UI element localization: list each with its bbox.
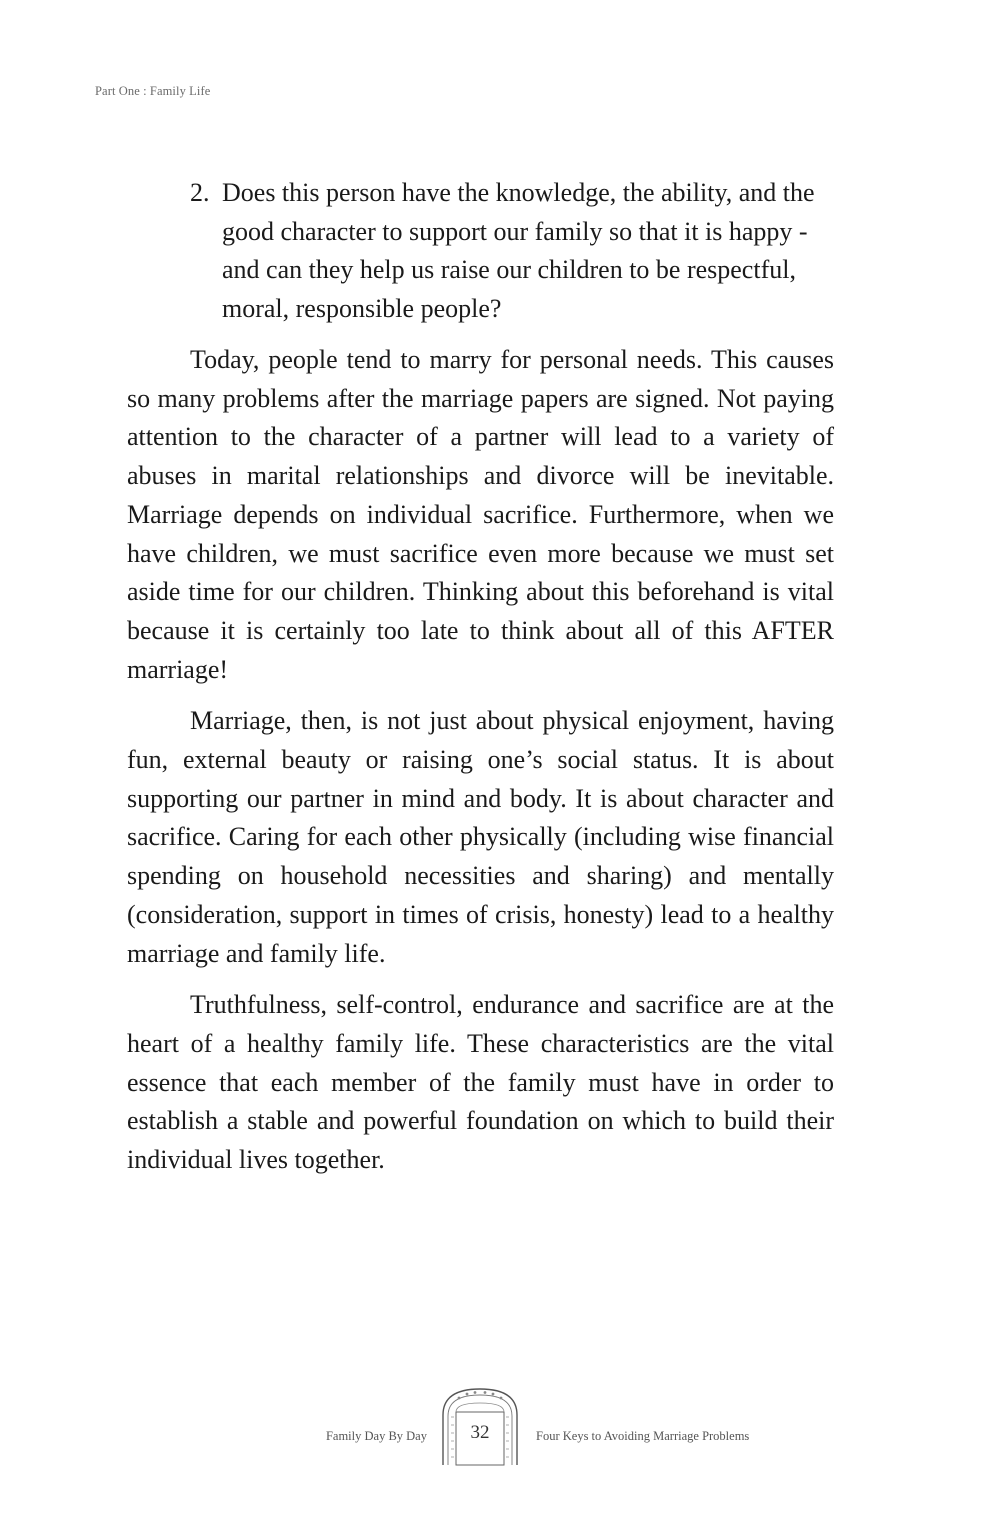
list-item-text: Does this person have the knowledge, the ability, and the good character to support our family so that it is happy - and can they help us raise our children to be respectful, moral, responsible people? [222,178,815,323]
paragraph: Marriage, then, is not just about physical enjoyment, having fun, external beauty or raising one’s social status. It is about supporting our partner in mind and body. It is about character and sacrifice. Caring for each other physically (including wise financial spending on household necessities and sharing) and mentally (consideration, support in times of crisis, honesty) lead to a healthy marriage and family life. [127,706,834,968]
footer-book-title: Family Day By Day [325,1429,427,1443]
page-footer [0,1385,1000,1470]
numbered-list-item [127,174,834,328]
list-item-number: 2. [190,178,210,207]
page-number: 32 [470,1422,490,1443]
footer-chapter-title: Four Keys to Avoiding Marriage Problems [536,1429,750,1443]
running-head: Part One : Family Life [95,84,211,98]
paragraph: Today, people tend to marry for personal needs. This causes so many problems after the marriage papers are signed. Not paying attention to the character of a partner will lead to a variety of abuses in marital relationships and divorce will be inevitable. Marriage depends on individual sacrifice. Furthermore, when we have children, we must sacrifice even more because we must set aside time for our children. Thinking about this beforehand is vital because it is certainly too late to think about all of this AFTER marriage! [127,345,834,684]
paragraph: Truthfulness, self-control, endurance and sacrifice are at the heart of a healthy family life. These characteristics are the vital essence that each member of the family must have in order to establish a stable and powerful foundation on which to build their individual lives together. [127,990,834,1175]
page-body [127,174,834,1193]
